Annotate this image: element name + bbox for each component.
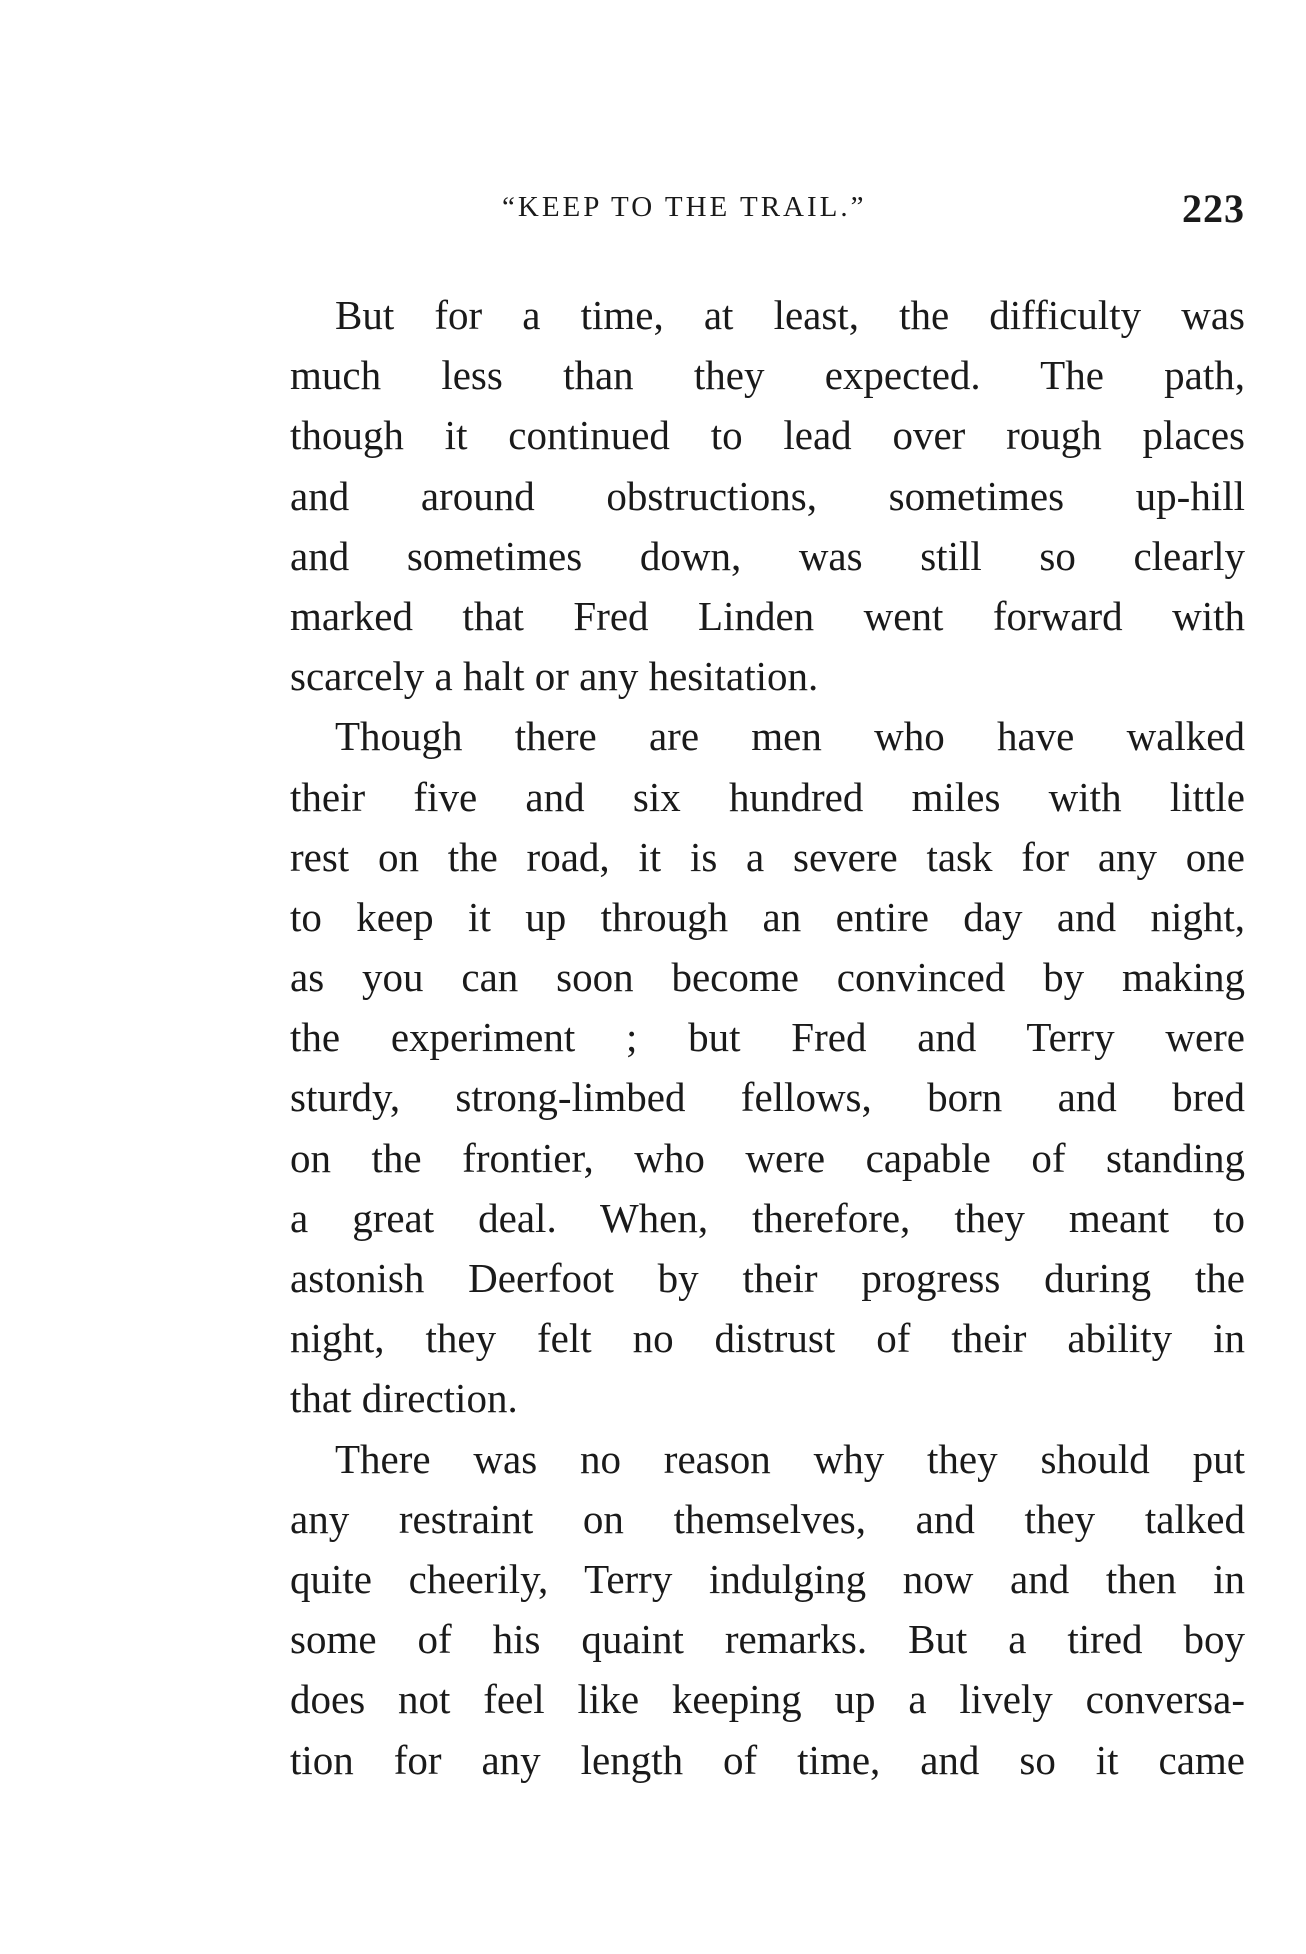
body-text [290, 285, 1245, 1790]
text-line: any restraint on themselves, and they talked [290, 1495, 1245, 1542]
text-line: much less than they expected. The path, [290, 352, 1245, 399]
text-line: to keep it up through an entire day and night, [290, 893, 1245, 940]
running-head [290, 185, 1245, 245]
text-line: marked that Fred Linden went forward with [290, 592, 1245, 639]
text-line: their five and six hundred miles with little [290, 773, 1245, 820]
text-line: on the frontier, who were capable of standing [290, 1134, 1245, 1181]
text-line: does not feel like keeping up a lively conversa- [290, 1676, 1245, 1723]
text-line: though it continued to lead over rough places [290, 412, 1245, 459]
text-line: Though there are men who have walked [335, 713, 1245, 760]
text-line: that direction. [290, 1375, 518, 1422]
text-line: scarcely a halt or any hesitation. [290, 653, 819, 700]
text-line: night, they felt no distrust of their ability in [290, 1315, 1245, 1362]
text-line: and around obstructions, sometimes up-hill [290, 472, 1245, 519]
text-line: tion for any length of time, and so it came [290, 1736, 1245, 1783]
text-line: There was no reason why they should put [335, 1435, 1245, 1482]
paragraph [290, 1429, 1245, 1790]
page-number: 223 [1182, 186, 1245, 231]
text-line: But for a time, at least, the difficulty was [335, 292, 1245, 338]
running-title: “KEEP TO THE TRAIL.” [502, 191, 867, 223]
text-line: astonish Deerfoot by their progress during the [290, 1255, 1245, 1301]
text-line: quite cheerily, Terry indulging now and then in [290, 1555, 1245, 1602]
text-line: rest on the road, it is a severe task for any one [290, 833, 1245, 880]
text-line: and sometimes down, was still so clearly [290, 532, 1245, 579]
text-line: sturdy, strong-limbed fellows, born and bred [290, 1074, 1245, 1121]
text-line: some of his quaint remarks. But a tired boy [290, 1616, 1245, 1663]
text-line: as you can soon become convinced by making [290, 954, 1245, 1001]
paragraph [290, 706, 1245, 1428]
paragraph [290, 285, 1245, 706]
text-line: a great deal. When, therefore, they meant to [290, 1194, 1245, 1241]
text-line: the experiment ; but Fred and Terry were [290, 1014, 1245, 1061]
